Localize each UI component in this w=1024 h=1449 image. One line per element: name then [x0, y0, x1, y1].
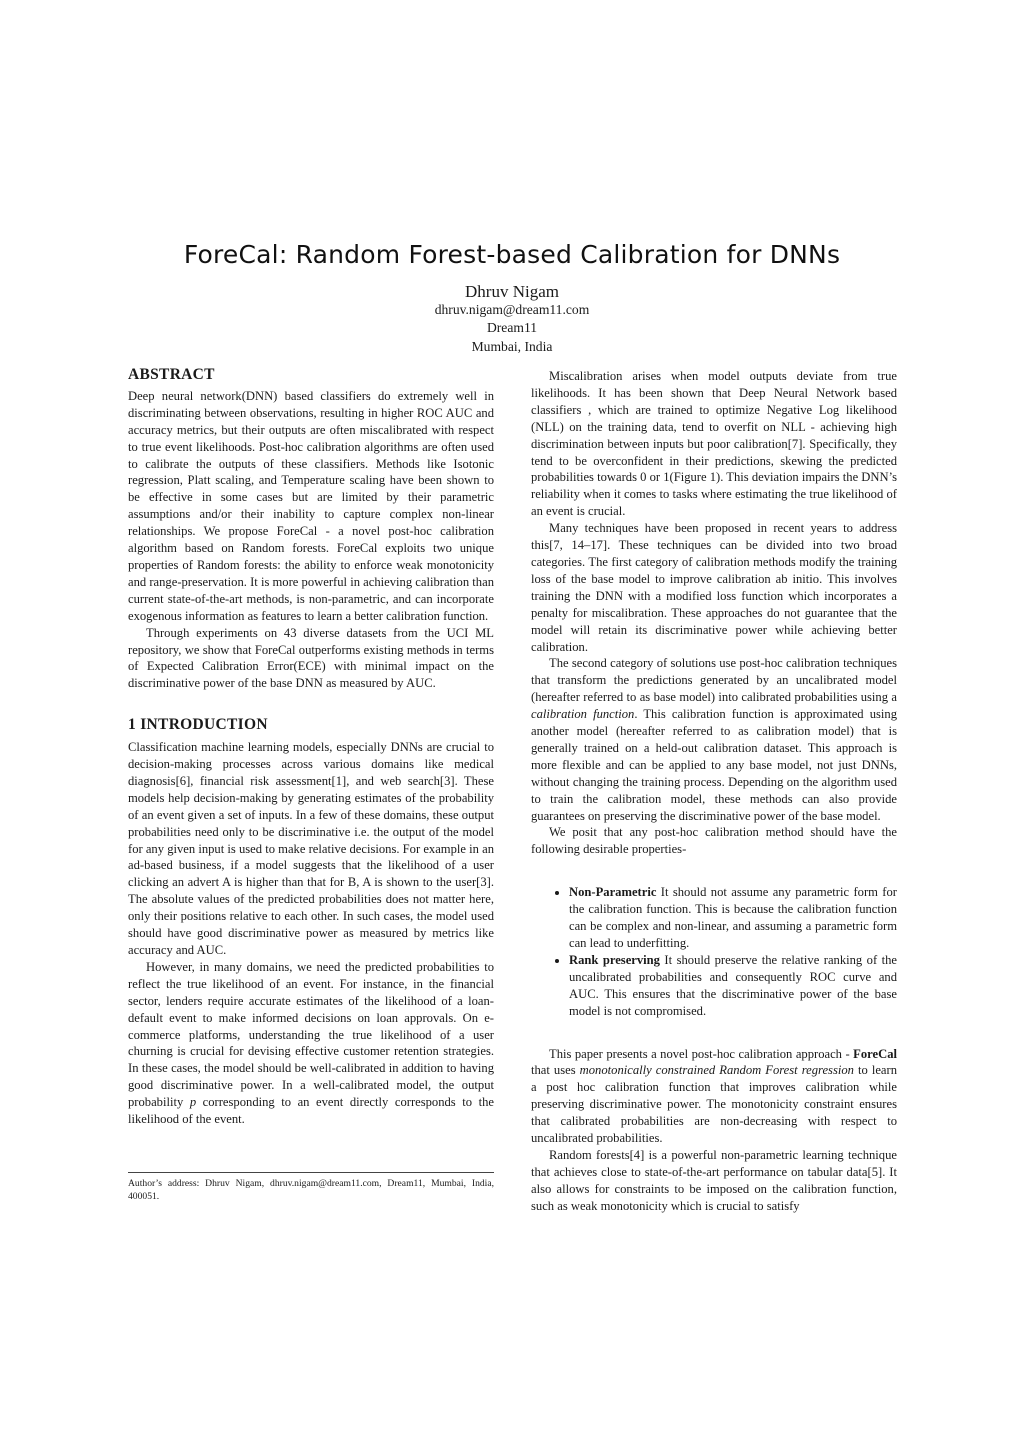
paper-title: ForeCal: Random Forest-based Calibration for DNNs: [183, 240, 841, 269]
right-paragraph-5: This paper presents a novel post-hoc calibration approach - ForeCal that uses monotonically constrained Random Forest regression to learn a post hoc calibration function that improves calibration while preserving discriminative power. The monotonicity constraint ensures that calibrated probabilities are non-decreasing with respect to uncalibrated probabilities.: [531, 1046, 897, 1146]
author-location: Mumbai, India: [471, 339, 553, 354]
intro-paragraph-2: However, in many domains, we need the predicted probabilities to reflect the true likelihood of an event. For instance, in the financial sector, lenders require accurate estimates of the likelihood of a loan-default event to make informed decisions on loan approvals. On e-commerce platforms, understanding the true likelihood of a user churning is crucial for devising effective customer retention strategies. In these cases, the model should be well-calibrated in addition to having good discriminative power. In a well-calibrated model, the output probability p corresponding to an event directly corresponds to the likelihood of the event.: [128, 959, 494, 1127]
properties-list: [531, 884, 897, 1019]
footnote: Author’s address: Dhruv Nigam, dhruv.nigam@dream11.com, Dream11, Mumbai, India, 400051.: [128, 1178, 494, 1202]
author-org: Dream11: [486, 320, 538, 335]
intro-heading: 1 INTRODUCTION: [128, 716, 268, 734]
list-item: • Rank preserving It should preserve the relative ranking of the uncalibrated probabilities and consequently ROC curve and AUC. This ensures that the discriminative power of the base model is not compromised.: [569, 952, 897, 1020]
author-email: dhruv.nigam@dream11.com: [434, 302, 590, 317]
right-paragraph-6: Random forests[4] is a powerful non-parametric learning technique that achieves close to state-of-the-art performance on tabular data[5]. It also allows for constraints to be imposed on the calibration function, such as weak monotonicity which is crucial to satisfy: [531, 1147, 897, 1213]
left-column: [128, 367, 494, 1128]
abstract-paragraph-2: Through experiments on 43 diverse datasets from the UCI ML repository, we show that ForeCal outperforms existing methods in terms of Expected Calibration Error(ECE) with minimal impact on the discriminative power of the base DNN as measured by AUC.: [128, 625, 494, 691]
list-item: • Non-Parametric It should not assume any parametric form for the calibration function. This is because the calibration function can be complex and non-linear, and assuming a parametric form can lead to underfitting.: [569, 884, 897, 952]
right-paragraph-4: We posit that any post-hoc calibration method should have the following desirable properties-: [531, 825, 897, 857]
abstract-paragraph-1: Deep neural network(DNN) based classifiers do extremely well in discriminating between observations, resulting in higher ROC AUC and accuracy metrics, but their outputs are often miscalibrated with respect to true event likelihoods. Post-hoc calibration algorithms are often used to calibrate the outputs of these classifiers. Methods like Isotonic regression, Platt scaling, and Temperature scaling have been shown to be effective in some cases but are limited by their parametric assumptions and/or their inability to capture complex non-linear relationships. We propose ForeCal - a novel post-hoc calibration algorithm based on Random forests. ForeCal exploits two unique properties of Random forests: the ability to enforce weak monotonicity and range-preservation. It is more powerful in achieving calibration than current state-of-the-art methods, is non-parametric, and can incorporate exogenous information as features to learn a better calibration function.: [128, 388, 494, 623]
author-name: Dhruv Nigam: [465, 282, 559, 301]
right-column: [531, 368, 897, 1215]
right-paragraph-1: Miscalibration arises when model outputs deviate from true likelihoods. It has been shown that Deep Neural Network based classifiers , which are trained to optimize Negative Log likelihood (NLL) on the training data, tend to overfit on NLL - achieving high discrimination between inputs but poor calibration[7]. Specifically, they tend to be overconfident in their predictions, skewing the predicted probabilities towards 0 or 1(Figure 1). This deviation impairs the DNN’s reliability when it comes to tasks where estimating the true likelihood of an event is crucial.: [531, 369, 897, 519]
intro-paragraph-1: Classification machine learning models, especially DNNs are crucial to decision-making processes across various domains like medical diagnosis[6], financial risk assessment[1], and web search[3]. These models help decision-making by generating estimates of the probability of an event given a set of inputs. In a few of these domains, these output probabilities need only to be discriminative i.e. the output of the model for any given input is used to make relative decisions. For example in an ad-based business, if a model suggests that the likelihood of a user clicking an advert A is higher than that for B, A is shown to the user[3]. The absolute values of the predicted probabilities does not matter here, only their positions relative to each other. In such cases, the model used should have good discriminative power as measured by metrics like accuracy and AUC.: [128, 740, 494, 957]
footnote-rule: [128, 1172, 494, 1173]
right-paragraph-2: Many techniques have been proposed in recent years to address this[7, 14–17]. These techniques can be divided into two broad categories. The first category of calibration methods modify the training loss of the base model to improve calibration ab initio. This involves training the DNN with a modified loss function which incorporates a penalty for miscalibration. These approaches do not guarantee that the model will retain its discriminative power while achieving better calibration.: [531, 521, 897, 654]
abstract-heading: ABSTRACT: [128, 366, 215, 383]
right-paragraph-3: The second category of solutions use post-hoc calibration techniques that transform the predictions generated by an uncalibrated model (hereafter referred to as base model) into calibrated probabilities using a calibration function. This calibration function is approximated using another model (hereafter referred to as calibration model) that is generally trained on a held-out calibration dataset. This approach is more flexible and can be applied to any base model, not just DNNs, without changing the training process. Depending on the algorithm used to train the calibration model, these methods can also provide guarantees on preserving the discriminative power of the base model.: [531, 656, 897, 823]
